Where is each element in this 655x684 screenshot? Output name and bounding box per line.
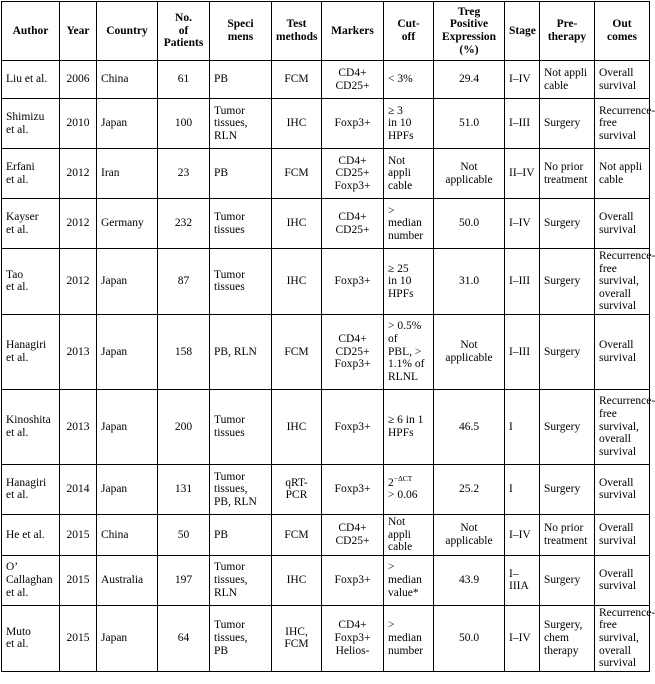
cell-author: Kayser et al. [2, 199, 60, 249]
cell-patients: 23 [158, 149, 210, 199]
cell-cutoff: > median number [384, 605, 434, 671]
cell-outcomes: Overall survival [595, 199, 650, 249]
cell-specimens: Tumor tissues [210, 249, 272, 315]
cell-author: Muto et al. [2, 605, 60, 671]
cell-markers: Foxp3+ [322, 99, 384, 149]
cell-author: Erfani et al. [2, 149, 60, 199]
cell-year: 2015 [60, 514, 97, 555]
cell-country: Japan [97, 314, 158, 389]
cell-stage: I–IV [505, 199, 540, 249]
cell-outcomes: Overall survival [595, 464, 650, 514]
cell-markers: Foxp3+ [322, 464, 384, 514]
cell-author: Hanagiri et al. [2, 464, 60, 514]
cell-test-method: FCM [272, 61, 322, 99]
cell-markers: Foxp3+ [322, 389, 384, 464]
cell-patients: 100 [158, 99, 210, 149]
cell-author: Shimizu et al. [2, 99, 60, 149]
cell-treg: 31.0 [434, 249, 505, 315]
cell-markers: CD4+ CD25+ Foxp3+ [322, 314, 384, 389]
cell-stage: I–IV [505, 514, 540, 555]
cell-pretherapy: Surgery [540, 555, 595, 605]
cell-pretherapy: No prior treatment [540, 149, 595, 199]
cell-country: Japan [97, 389, 158, 464]
cell-test-method: IHC, FCM [272, 605, 322, 671]
cell-country: China [97, 61, 158, 99]
cell-country: Japan [97, 605, 158, 671]
cell-cutoff: $2^{-\Delta CT}$ > 0.06 [384, 464, 434, 514]
table-row [2, 149, 650, 199]
cell-specimens: Tumor tissues, RLN [210, 555, 272, 605]
cell-year: 2015 [60, 555, 97, 605]
header-patients: No. of Patients [158, 2, 210, 61]
cell-markers: CD4+ CD25+ [322, 514, 384, 555]
cell-stage: I–III [505, 249, 540, 315]
cell-patients: 200 [158, 389, 210, 464]
cell-year: 2006 [60, 61, 97, 99]
table-row [2, 199, 650, 249]
cell-pretherapy: Surgery, chem therapy [540, 605, 595, 671]
cell-country: Germany [97, 199, 158, 249]
cell-outcomes: Recurrence- free survival [595, 99, 650, 149]
cell-treg: Not applicable [434, 314, 505, 389]
table-row [2, 249, 650, 315]
cell-outcomes: Recurrence- free survival, overall survival [595, 249, 650, 315]
cell-patients: 197 [158, 555, 210, 605]
cell-stage: I– IIIA [505, 555, 540, 605]
header-cutoff: Cut- off [384, 2, 434, 61]
cell-outcomes: Overall survival [595, 61, 650, 99]
cell-outcomes: Recurrence- free survival, overall survival [595, 605, 650, 671]
cell-author: Liu et al. [2, 61, 60, 99]
header-year: Year [60, 2, 97, 61]
header-specimens: Speci mens [210, 2, 272, 61]
cell-markers: Foxp3+ [322, 555, 384, 605]
cell-patients: 158 [158, 314, 210, 389]
cell-outcomes: Overall survival [595, 514, 650, 555]
cell-treg: 43.9 [434, 555, 505, 605]
studies-table [1, 1, 655, 672]
cell-test-method: IHC [272, 199, 322, 249]
cell-cutoff: Not appli cable [384, 149, 434, 199]
header-treg: Treg Positive Expression (%) [434, 2, 505, 61]
header-markers: Markers [322, 2, 384, 61]
cell-test-method: IHC [272, 249, 322, 315]
table-row [2, 555, 650, 605]
cell-test-method: IHC [272, 555, 322, 605]
cell-country: Japan [97, 464, 158, 514]
cell-pretherapy: Surgery [540, 249, 595, 315]
cell-stage: I–IV [505, 61, 540, 99]
cell-country: Australia [97, 555, 158, 605]
cell-year: 2012 [60, 199, 97, 249]
cell-patients: 50 [158, 514, 210, 555]
cell-cutoff: > median number [384, 199, 434, 249]
cell-year: 2013 [60, 389, 97, 464]
cell-patients: 64 [158, 605, 210, 671]
cell-specimens: Tumor tissues, PB [210, 605, 272, 671]
cell-specimens: PB [210, 61, 272, 99]
header-row [2, 2, 650, 61]
table-row [2, 389, 650, 464]
cell-treg: 50.0 [434, 199, 505, 249]
cell-specimens: PB [210, 149, 272, 199]
cell-pretherapy: Not appli cable [540, 61, 595, 99]
cell-stage: I [505, 464, 540, 514]
cell-patients: 61 [158, 61, 210, 99]
cell-test-method: FCM [272, 149, 322, 199]
cell-test-method: qRT-PCR [272, 464, 322, 514]
cell-pretherapy: Surgery [540, 99, 595, 149]
cell-year: 2012 [60, 149, 97, 199]
cell-stage: I–IV [505, 605, 540, 671]
cell-treg: 50.0 [434, 605, 505, 671]
cell-treg: 51.0 [434, 99, 505, 149]
cell-treg: Not applicable [434, 149, 505, 199]
cell-cutoff: < 3% [384, 61, 434, 99]
cell-year: 2012 [60, 249, 97, 315]
cell-treg: 25.2 [434, 464, 505, 514]
cell-country: China [97, 514, 158, 555]
cell-patients: 232 [158, 199, 210, 249]
cell-stage: I [505, 389, 540, 464]
cell-specimens: Tumor tissues [210, 389, 272, 464]
cell-author: Tao et al. [2, 249, 60, 315]
cell-treg: Not applicable [434, 514, 505, 555]
cell-author: O’ Callaghan et al. [2, 555, 60, 605]
cell-cutoff: ≥ 6 in 1 HPFs [384, 389, 434, 464]
cell-specimens: Tumor tissues, RLN [210, 99, 272, 149]
cell-author: He et al. [2, 514, 60, 555]
cell-treg: 29.4 [434, 61, 505, 99]
cell-test-method: IHC [272, 99, 322, 149]
header-stage: Stage [505, 2, 540, 61]
cell-pretherapy: Surgery [540, 389, 595, 464]
cell-patients: 87 [158, 249, 210, 315]
cell-year: 2010 [60, 99, 97, 149]
cell-markers: CD4+ CD25+ [322, 199, 384, 249]
header-author: Author [2, 2, 60, 61]
table-row [2, 464, 650, 514]
cell-outcomes: Overall survival [595, 314, 650, 389]
cell-stage: I–III [505, 314, 540, 389]
cell-specimens: Tumor tissues [210, 199, 272, 249]
cell-pretherapy: Surgery [540, 314, 595, 389]
header-outcomes: Out comes [595, 2, 650, 61]
cell-stage: I–III [505, 99, 540, 149]
cell-test-method: IHC [272, 389, 322, 464]
cell-outcomes: Recurrence- free survival, overall survival [595, 389, 650, 464]
cell-cutoff: ≥ 25 in 10 HPFs [384, 249, 434, 315]
cutoff-formula: $2^{-\Delta CT}$ [388, 474, 413, 489]
cell-pretherapy: Surgery [540, 199, 595, 249]
cell-author: Kinoshita et al. [2, 389, 60, 464]
cell-patients: 131 [158, 464, 210, 514]
table-row [2, 605, 650, 671]
cell-markers: CD4+ CD25+ [322, 61, 384, 99]
cell-pretherapy: No prior treatment [540, 514, 595, 555]
cell-test-method: FCM [272, 314, 322, 389]
cell-year: 2015 [60, 605, 97, 671]
header-pretherapy: Pre- therapy [540, 2, 595, 61]
cell-pretherapy: Surgery [540, 464, 595, 514]
cell-treg: 46.5 [434, 389, 505, 464]
cell-stage: II–IV [505, 149, 540, 199]
cell-outcomes: Not appli cable [595, 149, 650, 199]
table-row [2, 99, 650, 149]
cell-cutoff: Not appli cable [384, 514, 434, 555]
cell-country: Iran [97, 149, 158, 199]
header-country: Country [97, 2, 158, 61]
cell-year: 2013 [60, 314, 97, 389]
table-row [2, 514, 650, 555]
header-test-methods: Test methods [272, 2, 322, 61]
cell-specimens: PB [210, 514, 272, 555]
cell-country: Japan [97, 249, 158, 315]
table-body [2, 61, 655, 672]
cell-cutoff: > median value* [384, 555, 434, 605]
cell-markers: Foxp3+ [322, 249, 384, 315]
cell-specimens: Tumor tissues, PB, RLN [210, 464, 272, 514]
cell-year: 2014 [60, 464, 97, 514]
cell-author: Hanagiri et al. [2, 314, 60, 389]
table-row [2, 61, 650, 99]
cell-markers: CD4+ CD25+ Foxp3+ [322, 149, 384, 199]
table-row [2, 314, 650, 389]
cell-country: Japan [97, 99, 158, 149]
cell-test-method: FCM [272, 514, 322, 555]
cell-specimens: PB, RLN [210, 314, 272, 389]
cell-cutoff: ≥ 3 in 10 HPFs [384, 99, 434, 149]
cell-markers: CD4+ Foxp3+ Helios- [322, 605, 384, 671]
table-header [2, 2, 650, 61]
cell-outcomes: Overall survival [595, 555, 650, 605]
cell-cutoff: > 0.5% of PBL, > 1.1% of RLNL [384, 314, 434, 389]
